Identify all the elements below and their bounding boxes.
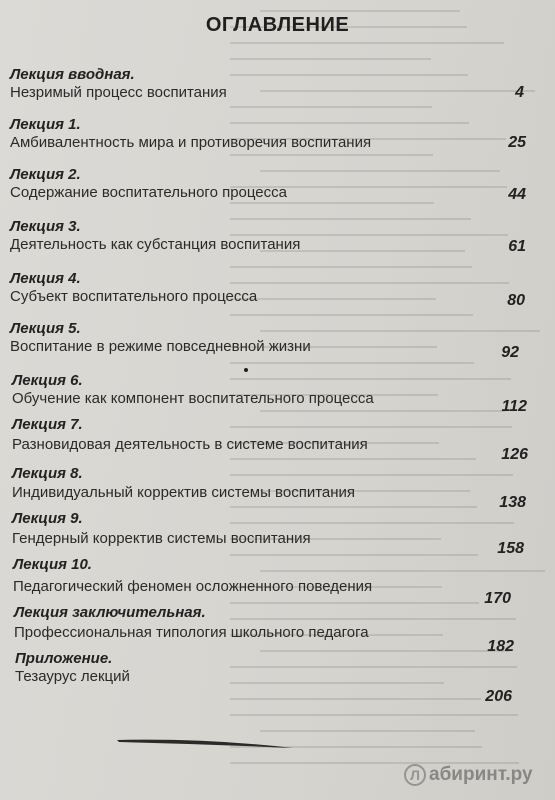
ink-dot [244,368,248,372]
lecture-title: Деятельность как субстанция воспитания [10,236,301,253]
lecture-label: Лекция 5. [10,320,81,337]
lecture-label: Приложение. [15,650,113,667]
lecture-title: Амбивалентность мира и противоречия воспитания [10,134,372,151]
lecture-title: Разновидовая деятельность в системе воспитания [12,436,368,453]
lecture-title: Педагогический феномен осложненного поведения [13,578,373,595]
watermark-text: абиринт.ру [429,764,533,785]
lecture-label: Лекция 6. [12,372,83,389]
lecture-title: Субъект воспитательного процесса [10,288,258,305]
lecture-title: Профессиональная типология школьного педагога [14,624,369,641]
page-title: ОГЛАВЛЕНИЕ [205,14,350,36]
lecture-title: Тезаурус лекций [15,668,130,685]
lecture-label: Лекция 3. [10,218,81,235]
lecture-label: Лекция 2. [10,166,81,183]
page-number: 182 [487,638,514,655]
lecture-title: Незримый процесс воспитания [10,84,227,101]
lecture-label: Лекция заключительная. [14,604,206,621]
labirint-logo-icon: Л [404,764,426,786]
page-number: 92 [501,344,519,361]
lecture-label: Лекция 4. [10,270,81,287]
labirint-watermark [404,760,533,790]
page-number: 61 [508,238,526,255]
page-number: 158 [497,540,524,557]
lecture-title: Обучение как компонент воспитательного процесса [12,390,374,407]
lecture-title: Гендерный корректив системы воспитания [12,530,311,547]
page-number: 112 [501,398,527,415]
page-number: 80 [507,292,525,309]
page-number: 206 [485,688,512,705]
page-number: 4 [515,84,524,101]
page-number: 170 [484,590,511,607]
page-number: 44 [508,186,526,203]
page-number: 138 [499,494,526,511]
lecture-label: Лекция 10. [13,556,92,573]
lecture-label: Лекция 7. [12,416,83,433]
lecture-title: Индивидуальный корректив системы воспитания [12,484,356,501]
lecture-label: Лекция 9. [12,510,83,527]
lecture-label: Лекция 8. [12,465,83,482]
decorative-swoosh [115,736,295,754]
lecture-title: Содержание воспитательного процесса [10,184,287,201]
lecture-label: Лекция 1. [10,116,81,133]
page-number: 25 [508,134,526,151]
page-number: 126 [501,446,528,463]
lecture-title: Воспитание в режиме повседневной жизни [10,338,311,355]
lecture-label: Лекция вводная. [10,66,135,83]
